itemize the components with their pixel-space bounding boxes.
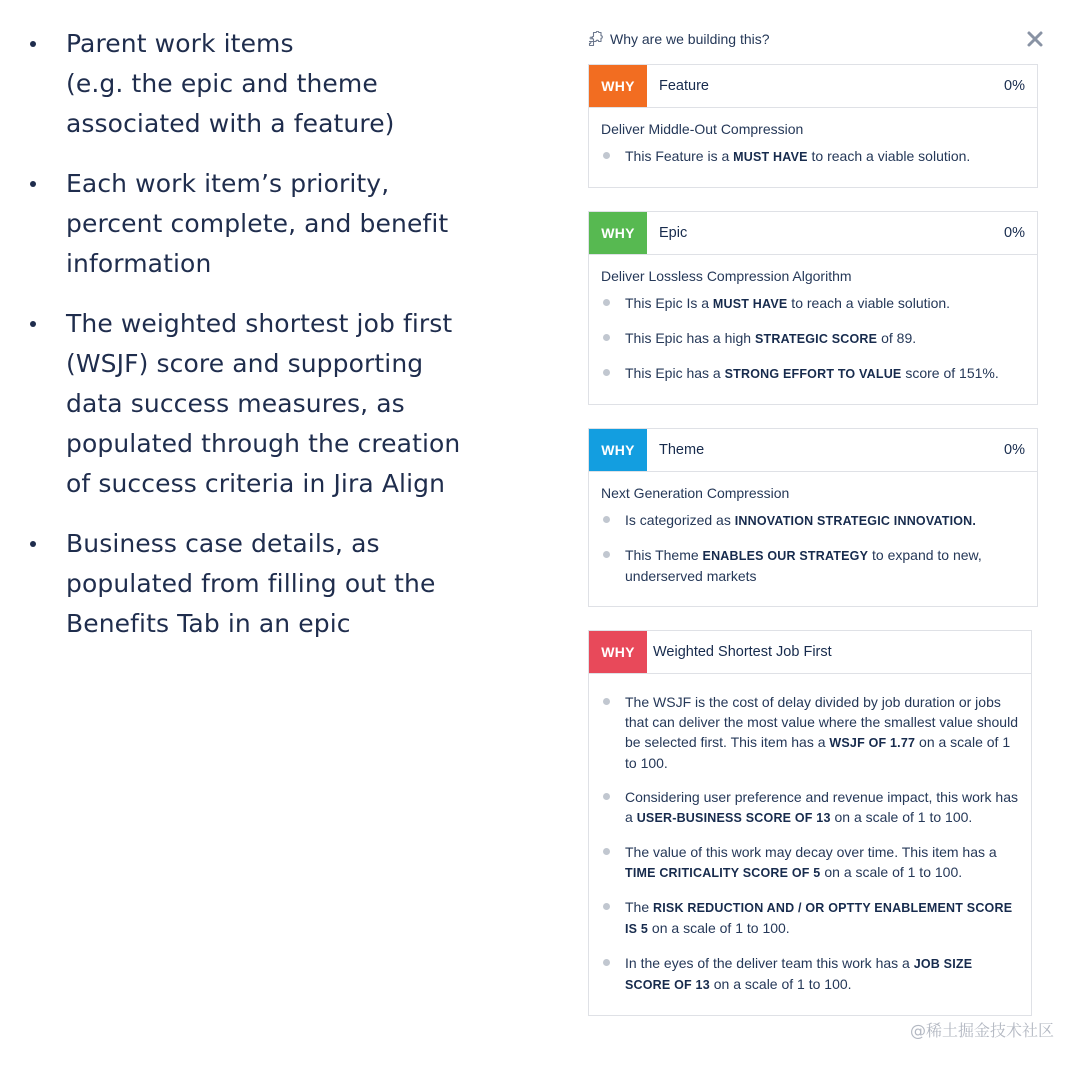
card-header bbox=[589, 429, 1037, 472]
card-header bbox=[589, 65, 1037, 108]
card-bullet bbox=[601, 953, 1019, 995]
card-subtitle: Deliver Lossless Compression Algorithm bbox=[601, 268, 852, 284]
bullet-text: to reach a viable solution. bbox=[787, 295, 951, 311]
bullet-text: of 89. bbox=[877, 330, 917, 346]
card-bullet bbox=[601, 510, 1025, 531]
bullet-text: The bbox=[625, 899, 654, 915]
card-bullet bbox=[601, 363, 1025, 384]
bullet-line: Each work item’s priority, bbox=[66, 169, 390, 198]
bullet-text: to expand to new, underserved markets bbox=[625, 547, 982, 584]
card-header bbox=[589, 631, 1031, 674]
card-bullet-list bbox=[601, 692, 1019, 995]
bullet-text: Considering user preference and revenue impact, this work has a bbox=[625, 789, 1018, 825]
bullet-emphasis: INNOVATION STRATEGIC INNOVATION. bbox=[734, 514, 977, 528]
bullet-item-wsjf bbox=[30, 304, 500, 504]
bullet-text: on a scale of 1 to 100. bbox=[820, 864, 963, 880]
bullet-line: percent complete, and benefit bbox=[66, 209, 449, 238]
feature-bullet-list bbox=[30, 24, 500, 664]
bullet-line: data success measures, as bbox=[66, 389, 405, 418]
card-title: Epic bbox=[659, 225, 688, 241]
why-badge: WHY bbox=[589, 429, 647, 471]
card-bullet-list bbox=[601, 510, 1025, 586]
bullet-line: (e.g. the epic and theme bbox=[66, 69, 378, 98]
card-header bbox=[589, 212, 1037, 255]
theme-card bbox=[588, 428, 1038, 607]
card-subtitle: Deliver Middle-Out Compression bbox=[601, 121, 804, 137]
card-title: Feature bbox=[659, 78, 709, 94]
bullet-text: This Epic has a high bbox=[625, 330, 755, 346]
bullet-dot bbox=[30, 41, 36, 47]
card-subtitle: Next Generation Compression bbox=[601, 485, 790, 501]
bullet-line: populated from filling out the bbox=[66, 569, 436, 598]
why-badge: WHY bbox=[589, 212, 647, 254]
panel-header bbox=[588, 26, 1048, 52]
card-title: Theme bbox=[659, 442, 705, 458]
bullet-emphasis: MUST HAVE bbox=[733, 150, 808, 164]
bullet-text: In the eyes of the deliver team this work has a bbox=[625, 955, 914, 971]
bullet-text: This Epic Is a bbox=[625, 295, 713, 311]
card-bullet-list bbox=[601, 146, 1025, 167]
bullet-text: on a scale of 1 to 100. bbox=[625, 734, 1011, 771]
bullet-text: The WSJF is the cost of delay divided by job duration or jobs that can deliver the most value where the smallest value should be selected first. This item has a bbox=[625, 694, 1018, 750]
card-bullet bbox=[601, 787, 1019, 828]
bullet-emphasis: STRONG EFFORT TO VALUE bbox=[724, 367, 902, 381]
bullet-text: Is categorized as bbox=[625, 512, 735, 528]
feature-card bbox=[588, 64, 1038, 188]
bullet-emphasis: ENABLES OUR STRATEGY bbox=[702, 549, 869, 563]
bullet-text: on a scale of 1 to 100. bbox=[830, 809, 973, 825]
card-title: Weighted Shortest Job First bbox=[653, 644, 832, 660]
card-body bbox=[589, 255, 1037, 404]
bullet-line: populated through the creation bbox=[66, 429, 461, 458]
bullet-text: This Feature is a bbox=[625, 148, 734, 164]
bullet-line: Benefits Tab in an epic bbox=[66, 609, 351, 638]
why-badge: WHY bbox=[589, 631, 647, 673]
bullet-text: on a scale of 1 to 100. bbox=[648, 920, 790, 936]
puzzle-icon bbox=[588, 31, 604, 47]
card-bullet bbox=[601, 692, 1019, 773]
watermark: @稀土掘金技术社区 bbox=[909, 1021, 1054, 1040]
bullet-line: Business case details, as bbox=[66, 529, 380, 558]
card-percent: 0% bbox=[1004, 78, 1025, 94]
bullet-line: associated with a feature) bbox=[66, 109, 395, 138]
bullet-emphasis: WSJF OF 1.77 bbox=[829, 736, 916, 750]
bullet-dot bbox=[30, 541, 36, 547]
wsjf-card bbox=[588, 630, 1032, 1016]
bullet-text: score of 151%. bbox=[901, 365, 999, 381]
panel-title: Why are we building this? bbox=[610, 31, 770, 47]
bullet-emphasis: USER-BUSINESS SCORE OF 13 bbox=[636, 811, 831, 825]
card-bullet-list bbox=[601, 293, 1025, 384]
bullet-line: (WSJF) score and supporting bbox=[66, 349, 424, 378]
close-button[interactable] bbox=[1022, 26, 1048, 52]
bullet-emphasis: RISK REDUCTION AND / OR OPTTY ENABLEMENT SCORE IS 5 bbox=[625, 901, 1013, 936]
card-bullet bbox=[601, 545, 1025, 586]
bullet-dot bbox=[30, 181, 36, 187]
bullet-line: Parent work items bbox=[66, 29, 294, 58]
card-bullet bbox=[601, 328, 1025, 349]
bullet-item-parent-work-items bbox=[30, 24, 500, 144]
bullet-line: of success criteria in Jira Align bbox=[66, 469, 446, 498]
card-body bbox=[589, 108, 1037, 187]
card-percent: 0% bbox=[1004, 442, 1025, 458]
bullet-item-priority bbox=[30, 164, 500, 284]
epic-card bbox=[588, 211, 1038, 405]
bullet-line: information bbox=[66, 249, 212, 278]
bullet-dot bbox=[30, 321, 36, 327]
card-bullet bbox=[601, 146, 1025, 167]
bullet-emphasis: MUST HAVE bbox=[712, 297, 788, 311]
bullet-text: The value of this work may decay over time. This item has a bbox=[625, 844, 997, 860]
card-body bbox=[589, 674, 1031, 1015]
card-bullet bbox=[601, 293, 1025, 314]
bullet-text: This Theme bbox=[625, 547, 703, 563]
bullet-emphasis: STRATEGIC SCORE bbox=[754, 332, 878, 346]
why-panel bbox=[588, 26, 1048, 992]
bullet-emphasis: TIME CRITICALITY SCORE OF 5 bbox=[625, 866, 821, 880]
card-bullet bbox=[601, 897, 1019, 939]
bullet-text: on a scale of 1 to 100. bbox=[709, 976, 852, 992]
bullet-text: to reach a viable solution. bbox=[807, 148, 971, 164]
bullet-line: The weighted shortest job first bbox=[66, 309, 453, 338]
why-badge: WHY bbox=[589, 65, 647, 107]
card-percent: 0% bbox=[1004, 225, 1025, 241]
bullet-text: This Epic has a bbox=[625, 365, 725, 381]
close-icon bbox=[1026, 30, 1044, 48]
bullet-emphasis: JOB SIZE SCORE OF 13 bbox=[625, 957, 973, 992]
bullet-item-business-case bbox=[30, 524, 500, 644]
card-bullet bbox=[601, 842, 1019, 883]
card-body bbox=[589, 472, 1037, 606]
